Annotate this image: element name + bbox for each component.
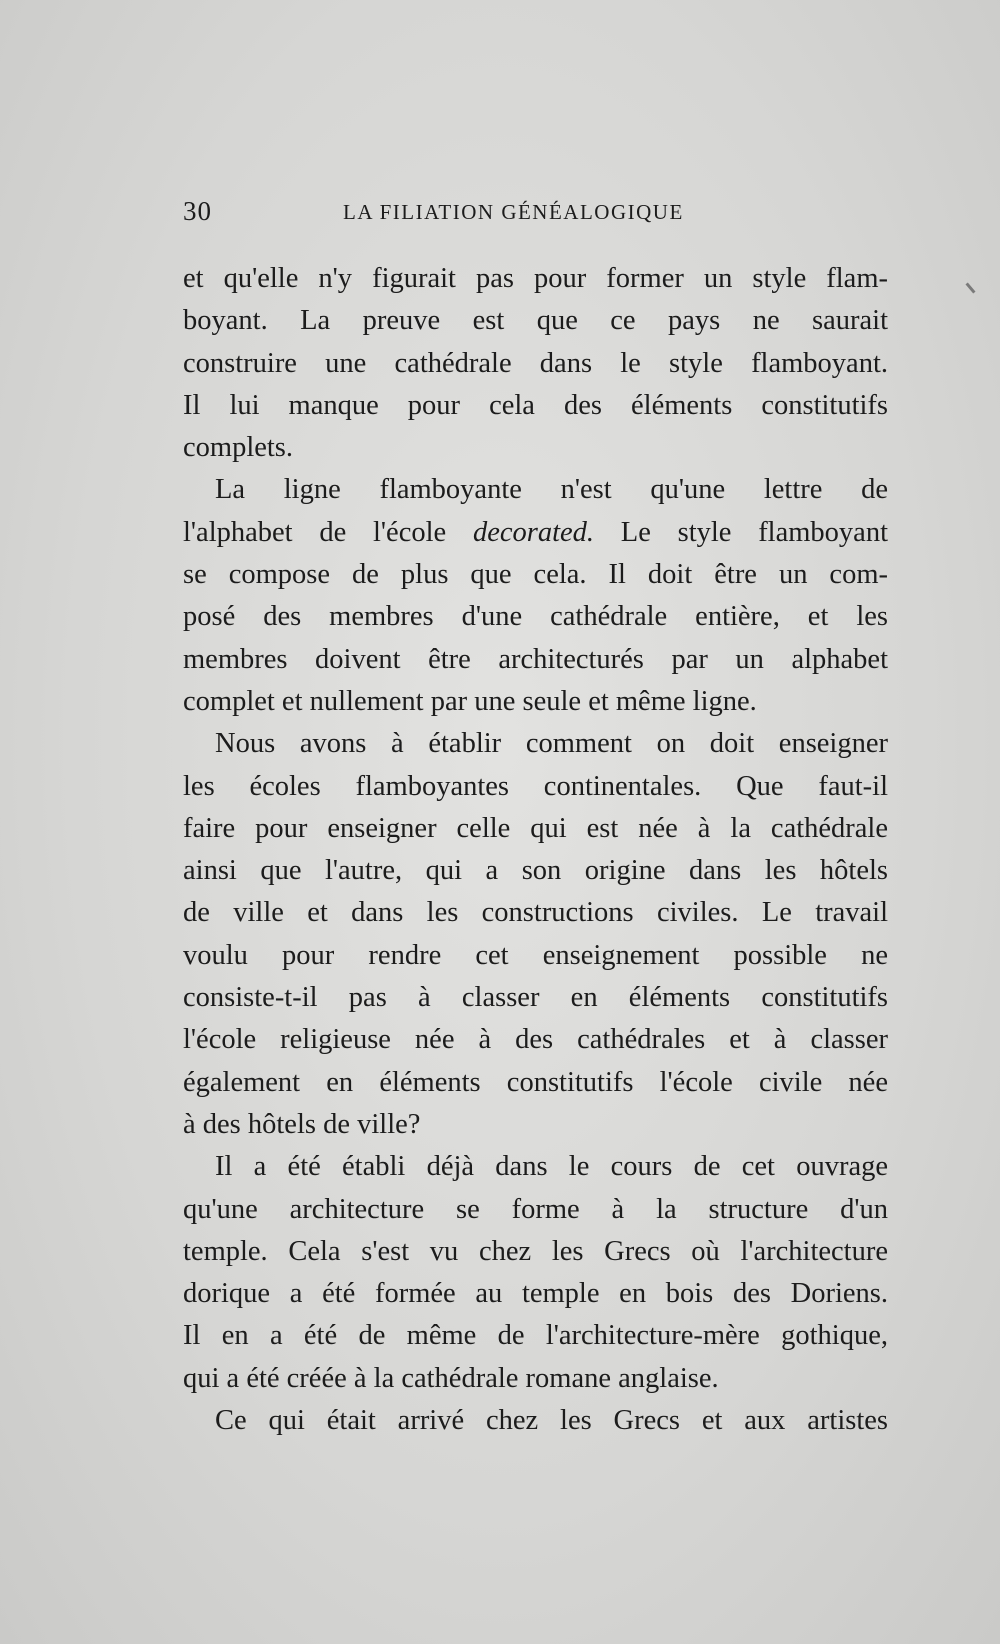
page-header xyxy=(183,196,893,230)
text-line: Ce qui était arrivé chez les Grecs et aux artistes xyxy=(215,1405,888,1437)
page-number: 30 xyxy=(183,196,212,226)
running-title: LA FILIATION GÉNÉALOGIQUE xyxy=(343,200,684,224)
text-line: se compose de plus que cela. Il doit être un com- xyxy=(183,559,888,591)
text-line: l'alphabet de l'école decorated. Le style flamboyant xyxy=(183,516,888,548)
text-line: membres doivent être architecturés par un alphabet xyxy=(183,643,888,675)
text-line: également en éléments constitutifs l'école civile née xyxy=(183,1066,888,1098)
text-line: Il a été établi déjà dans le cours de cet ouvrage xyxy=(215,1151,888,1183)
ink-mark xyxy=(965,282,975,293)
text-line: les écoles flamboyantes continentales. Que faut-il xyxy=(183,770,888,802)
body-text xyxy=(183,258,888,1442)
text-line: et qu'elle n'y figurait pas pour former un style flam- xyxy=(183,263,888,294)
text-line: Il lui manque pour cela des éléments constitutifs xyxy=(183,389,888,421)
text-line: qui a été créée à la cathédrale romane anglaise. xyxy=(183,1362,719,1394)
text-line: La ligne flamboyante n'est qu'une lettre de xyxy=(215,474,888,506)
text-line: complets. xyxy=(183,432,294,464)
text-line: l'école religieuse née à des cathédrales et à classer xyxy=(183,1024,888,1056)
text-line: ainsi que l'autre, qui a son origine dans les hôtels xyxy=(183,855,888,887)
text-line: Il en a été de même de l'architecture-mère gothique, xyxy=(183,1320,888,1352)
text-line: à des hôtels de ville? xyxy=(183,1108,421,1140)
italic-term: decorated. xyxy=(472,516,595,548)
text-line: qu'une architecture se forme à la structure d'un xyxy=(183,1193,888,1225)
text-line: boyant. La preuve est que ce pays ne saurait xyxy=(183,305,888,337)
text-line: complet et nullement par une seule et même ligne. xyxy=(183,685,757,717)
text-line: voulu pour rendre cet enseignement possible ne xyxy=(183,939,888,971)
text-line: temple. Cela s'est vu chez les Grecs où l'architecture xyxy=(183,1235,888,1267)
text-line: faire pour enseigner celle qui est née à la cathédrale xyxy=(183,812,888,844)
text-line: construire une cathédrale dans le style flamboyant. xyxy=(183,347,888,379)
text-line: consiste-t-il pas à classer en éléments constitutifs xyxy=(183,982,888,1014)
text-line: posé des membres d'une cathédrale entière, et les xyxy=(183,601,888,633)
text-line: dorique a été formée au temple en bois des Doriens. xyxy=(183,1278,888,1310)
text-line: de ville et dans les constructions civiles. Le travail xyxy=(183,897,888,929)
text-line: Nous avons à établir comment on doit enseigner xyxy=(215,728,888,760)
